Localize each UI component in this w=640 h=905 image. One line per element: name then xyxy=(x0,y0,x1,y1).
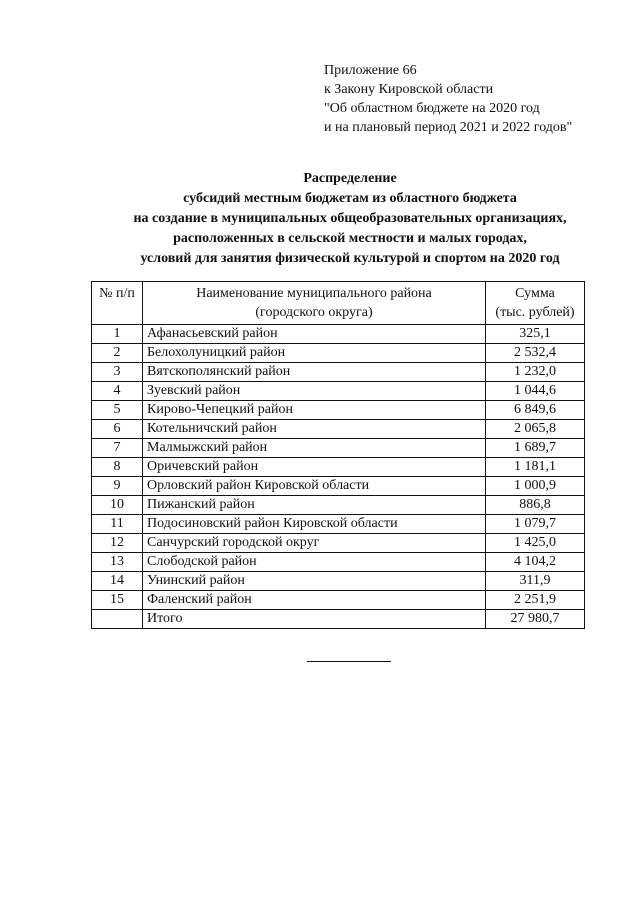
row-name: Малмыжский район xyxy=(143,439,486,458)
header-name-line1: Наименование муниципального района xyxy=(196,286,432,301)
row-num: 2 xyxy=(92,344,143,363)
row-sum: 1 079,7 xyxy=(486,515,585,534)
table-row xyxy=(92,439,585,458)
row-num: 12 xyxy=(92,534,143,553)
document-title xyxy=(60,169,640,269)
row-sum: 1 000,9 xyxy=(486,477,585,496)
row-name: Унинский район xyxy=(143,572,486,591)
row-sum: 1 232,0 xyxy=(486,363,585,382)
row-sum: 325,1 xyxy=(486,325,585,344)
table-row xyxy=(92,401,585,420)
row-num: 6 xyxy=(92,420,143,439)
row-num: 11 xyxy=(92,515,143,534)
row-num: 14 xyxy=(92,572,143,591)
row-num: 13 xyxy=(92,553,143,572)
title-line: расположенных в сельской местности и малых городах, xyxy=(173,231,527,246)
header-name xyxy=(143,282,486,325)
row-name: Зуевский район xyxy=(143,382,486,401)
table-row xyxy=(92,458,585,477)
table-body xyxy=(92,325,585,610)
row-name: Белохолуницкий район xyxy=(143,344,486,363)
row-sum: 2 532,4 xyxy=(486,344,585,363)
row-sum: 2 065,8 xyxy=(486,420,585,439)
row-sum: 4 104,2 xyxy=(486,553,585,572)
total-row xyxy=(92,610,585,629)
row-sum: 1 181,1 xyxy=(486,458,585,477)
table-row xyxy=(92,591,585,610)
title-line: Распределение xyxy=(303,171,397,186)
row-sum: 886,8 xyxy=(486,496,585,515)
appendix-header xyxy=(324,61,572,137)
appendix-line: и на плановый период 2021 и 2022 годов" xyxy=(324,120,573,135)
table-row xyxy=(92,496,585,515)
table-row xyxy=(92,553,585,572)
row-name: Слободской район xyxy=(143,553,486,572)
total-sum: 27 980,7 xyxy=(486,610,585,629)
row-num: 1 xyxy=(92,325,143,344)
table-row xyxy=(92,325,585,344)
row-name: Фаленский район xyxy=(143,591,486,610)
row-name: Пижанский район xyxy=(143,496,486,515)
title-line: субсидий местным бюджетам из областного бюджета xyxy=(183,191,517,206)
appendix-line: "Об областном бюджете на 2020 год xyxy=(324,101,540,116)
row-name: Оричевский район xyxy=(143,458,486,477)
row-num: 9 xyxy=(92,477,143,496)
table-row xyxy=(92,363,585,382)
row-sum: 1 689,7 xyxy=(486,439,585,458)
row-name: Подосиновский район Кировской области xyxy=(143,515,486,534)
row-num: 3 xyxy=(92,363,143,382)
appendix-line: Приложение 66 xyxy=(324,63,417,78)
row-sum: 2 251,9 xyxy=(486,591,585,610)
row-name: Афанасьевский район xyxy=(143,325,486,344)
row-num: 8 xyxy=(92,458,143,477)
table-row xyxy=(92,572,585,591)
total-num-cell xyxy=(92,610,143,629)
row-name: Кирово-Чепецкий район xyxy=(143,401,486,420)
bottom-divider xyxy=(307,661,391,662)
table-row xyxy=(92,382,585,401)
total-label: Итого xyxy=(143,610,486,629)
table-row xyxy=(92,515,585,534)
row-sum: 311,9 xyxy=(486,572,585,591)
table-row xyxy=(92,344,585,363)
row-name: Санчурский городской округ xyxy=(143,534,486,553)
row-num: 10 xyxy=(92,496,143,515)
table-header-row xyxy=(92,282,585,325)
title-line: условий для занятия физической культурой и спортом на 2020 год xyxy=(140,251,560,266)
subsidy-table xyxy=(91,281,585,629)
row-sum: 1 044,6 xyxy=(486,382,585,401)
table-row xyxy=(92,420,585,439)
row-name: Котельничский район xyxy=(143,420,486,439)
row-num: 4 xyxy=(92,382,143,401)
header-num: № п/п xyxy=(92,282,143,325)
row-sum: 1 425,0 xyxy=(486,534,585,553)
header-sum-line2: (тыс. рублей) xyxy=(495,305,575,320)
row-num: 15 xyxy=(92,591,143,610)
table-row xyxy=(92,477,585,496)
appendix-line: к Закону Кировской области xyxy=(324,82,494,97)
row-name: Орловский район Кировской области xyxy=(143,477,486,496)
header-sum xyxy=(486,282,585,325)
title-line: на создание в муниципальных общеобразовательных организациях, xyxy=(133,211,567,226)
header-sum-line1: Сумма xyxy=(515,286,555,301)
row-name: Вятскополянский район xyxy=(143,363,486,382)
table-row xyxy=(92,534,585,553)
row-num: 5 xyxy=(92,401,143,420)
row-sum: 6 849,6 xyxy=(486,401,585,420)
row-num: 7 xyxy=(92,439,143,458)
header-name-line2: (городского округа) xyxy=(255,305,373,320)
